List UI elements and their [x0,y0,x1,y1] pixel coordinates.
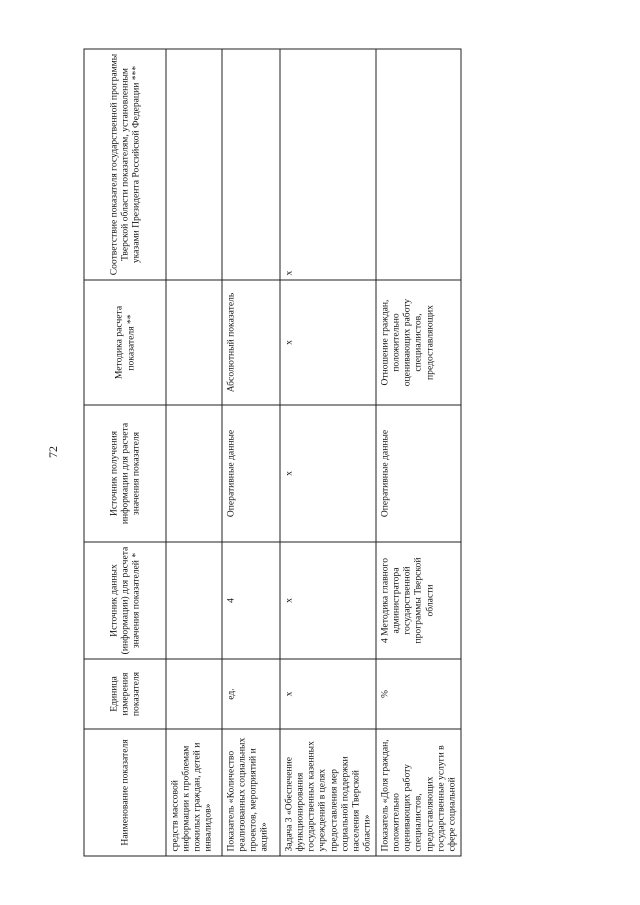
cell-data-source [166,542,222,659]
cell-info-source [166,405,222,542]
table-row [222,49,280,856]
cell-unit: х [280,659,376,729]
cell-compliance [166,49,222,280]
header-calc-method: Методика расчета показателя ** [84,280,166,405]
cell-compliance: х [280,49,376,280]
cell-unit [166,659,222,729]
cell-calc-method: Отношение граждан, положительно оценивающих работу специалистов, предоставляющих [376,280,461,405]
cell-indicator-name: Показатель «Количество реализованных социальных проектов, мероприятий и акций» [222,729,280,856]
cell-compliance [376,49,461,280]
table-row [166,49,222,856]
cell-indicator-name: Задача 3 «Обеспечение функционирования государственных казенных учреждений в целях предоставления мер социальной поддержки населения Тверской области» [280,729,376,856]
cell-indicator-name: средств массовой информации к проблемам пожилых граждан, детей и инвалидов» [166,729,222,856]
table-header-row [84,49,166,856]
cell-data-source: 4 [222,542,280,659]
cell-info-source: Оперативные данные [376,405,461,542]
indicators-table [83,48,461,856]
cell-info-source: Оперативные данные [222,405,280,542]
header-unit: Единица измерения показателя [84,659,166,729]
cell-data-source: х [280,542,376,659]
header-info-source: Источник получения информации для расчета значения показателя [84,405,166,542]
cell-compliance [222,49,280,280]
table-row [376,49,461,856]
cell-indicator-name: Показатель «Доля граждан, положительно оценивающих работу специалистов, предоставляющих государственные услуги в сфере социальной [376,729,461,856]
cell-data-source: 4 Методика главного администратора государственной программы Тверской области [376,542,461,659]
cell-info-source: х [280,405,376,542]
header-indicator-name: Наименование показателя [84,729,166,856]
rotated-table-wrapper [83,49,457,856]
cell-calc-method: Абсолютный показатель [222,280,280,405]
cell-calc-method [166,280,222,405]
cell-unit: ед. [222,659,280,729]
cell-calc-method: х [280,280,376,405]
header-compliance: Соответствие показателя государственной программы Тверской области показателям, установленным указами Президента Российской Федерации *** [84,49,166,280]
header-data-source: Источник данных (информации) для расчета значения показателей * [84,542,166,659]
table-row [280,49,376,856]
page-number: 72 [46,446,60,458]
cell-unit: % [376,659,461,729]
